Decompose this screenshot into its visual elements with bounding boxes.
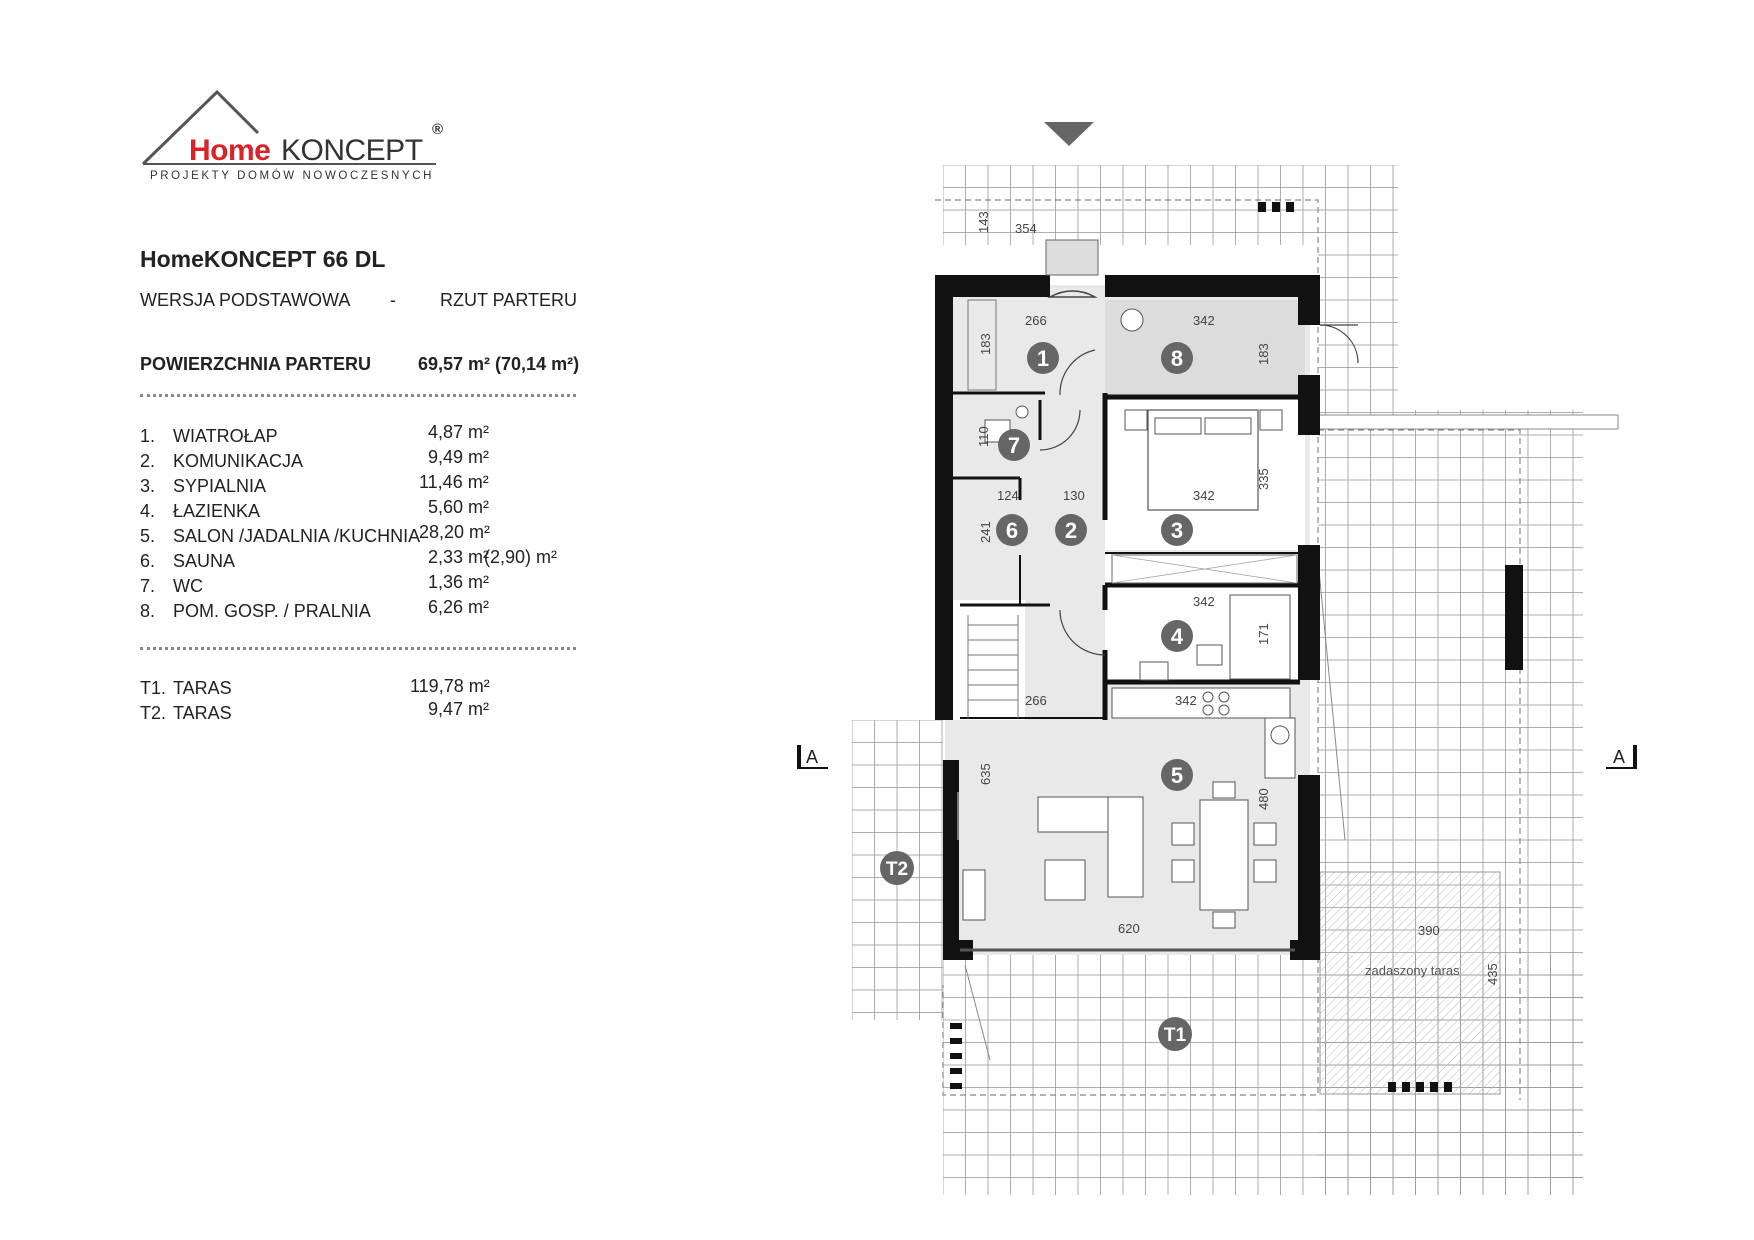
header-separator: - (390, 290, 396, 310)
wall-north (935, 275, 1050, 297)
registered-mark: ® (432, 121, 444, 138)
dim-label: 435 (1485, 963, 1500, 985)
svg-text:7: 7 (1007, 433, 1021, 458)
sofa (1108, 797, 1143, 897)
svg-text:3: 3 (1170, 518, 1184, 543)
terrace-marker-t2 (880, 851, 914, 885)
pergola-post (1505, 565, 1523, 670)
terrace-tiles-north-east (1318, 245, 1398, 410)
room-marker-7 (998, 429, 1030, 461)
dim-label: 183 (1256, 343, 1271, 365)
svg-text:8: 8 (1170, 346, 1184, 371)
terrace-list-item: T1. TARAS 119,78 m² (140, 676, 490, 698)
kitchen-counter (1112, 688, 1290, 718)
wc-sink (1016, 406, 1028, 418)
wall-west-lower (943, 760, 959, 960)
washbasin (1140, 662, 1168, 680)
wall-east (1298, 545, 1320, 680)
svg-text:T2: T2 (885, 859, 909, 880)
section-marker-a-left: A (806, 747, 819, 767)
room-list-item: 4. ŁAZIENKA 5,60 m² (140, 497, 490, 521)
floor-area-value: 69,57 m² (70,14 m²) (418, 354, 580, 374)
project-title: HomeKONCEPT 66 DL (140, 246, 386, 272)
toilet (1197, 645, 1222, 665)
room-list-item: 3. SYPIALNIA 11,46 m² (140, 472, 489, 496)
dim-label: 266 (1025, 693, 1047, 708)
terrace-tiles-north (943, 165, 1398, 245)
dim-label: 342 (1193, 488, 1215, 503)
version-label: WERSJA PODSTAWOWA (140, 290, 351, 310)
room-marker-6 (996, 514, 1028, 546)
dim-label: 241 (978, 521, 993, 543)
svg-text:4: 4 (1170, 624, 1184, 649)
floor-area-label: POWIERZCHNIA PARTERU (140, 354, 371, 374)
section-marker-a-right: A (1613, 747, 1626, 767)
covered-terrace-label: zadaszony taras (1365, 963, 1460, 978)
room-list-item: 7. WC 1,36 m² (140, 572, 490, 596)
dim-label: 124 (997, 488, 1019, 503)
dim-label: 480 (1256, 788, 1271, 810)
svg-text:5: 5 (1170, 763, 1184, 788)
svg-text:T1: T1 (1163, 1025, 1187, 1046)
washing-machine-icon (1121, 309, 1143, 331)
wall-east (1298, 275, 1320, 325)
dim-label: 130 (1063, 488, 1085, 503)
room-marker-3 (1161, 514, 1193, 546)
room-list-item: 8. POM. GOSP. / PRALNIA 6,26 m² (140, 597, 490, 621)
wall-north (1105, 275, 1320, 297)
armchair (1045, 860, 1085, 900)
dim-label: 354 (1015, 221, 1037, 236)
wall-west-upper (935, 275, 953, 720)
stairs-area (945, 600, 1025, 720)
orientation-arrow-icon (1044, 122, 1094, 146)
room-list-item: 5. SALON /JADALNIA /KUCHNIA 28,20 m² (140, 522, 491, 546)
pillow (1205, 418, 1251, 434)
terrace-marker-t1 (1158, 1017, 1192, 1051)
dim-label: 266 (1025, 313, 1047, 328)
logo-tagline: PROJEKTY DOMÓW NOWOCZESNYCH (150, 170, 435, 182)
terrace-list-item: T2. TARAS 9,47 m² (140, 699, 490, 723)
fireplace-icon (963, 870, 985, 920)
room-list-item: 1. WIATROŁAP 4,87 m² (140, 422, 490, 446)
sink-icon (1271, 726, 1289, 744)
covered-terrace-hatch (1320, 872, 1500, 1094)
svg-text:1: 1 (1036, 346, 1050, 371)
svg-text:6: 6 (1005, 518, 1019, 543)
pergola-beam (1318, 415, 1618, 429)
dining-table (1200, 800, 1248, 910)
room-list-item: 2. KOMUNIKACJA 9,49 m² (140, 447, 490, 471)
room-marker-2 (1055, 514, 1087, 546)
dim-label: 390 (1418, 923, 1440, 938)
room-marker-1 (1027, 342, 1059, 374)
dim-label: 183 (978, 333, 993, 355)
wall-east (1298, 375, 1320, 435)
dim-label: 620 (1118, 921, 1140, 936)
dim-label: 635 (978, 763, 993, 785)
logo-koncept-text: KONCEPT (281, 134, 423, 167)
dim-label: 342 (1193, 594, 1215, 609)
view-label: RZUT PARTERU (440, 290, 578, 310)
dim-label: 110 (976, 426, 991, 447)
room-marker-4 (1161, 620, 1193, 652)
room-marker-8 (1161, 342, 1193, 374)
dim-label: 342 (1193, 313, 1215, 328)
room-list-item: 6. SAUNA 2,33 m² (2,90) m² (140, 547, 558, 571)
entry-step (1046, 240, 1098, 275)
logo-home-text: Home (189, 134, 271, 167)
wall-east (1298, 775, 1320, 960)
pillow (1155, 418, 1201, 434)
dim-label: 171 (1256, 623, 1271, 645)
room-marker-5 (1161, 759, 1193, 791)
dim-label: 335 (1256, 468, 1271, 490)
dim-label: 143 (976, 211, 991, 233)
svg-text:2: 2 (1064, 518, 1078, 543)
dim-label: 342 (1175, 693, 1197, 708)
